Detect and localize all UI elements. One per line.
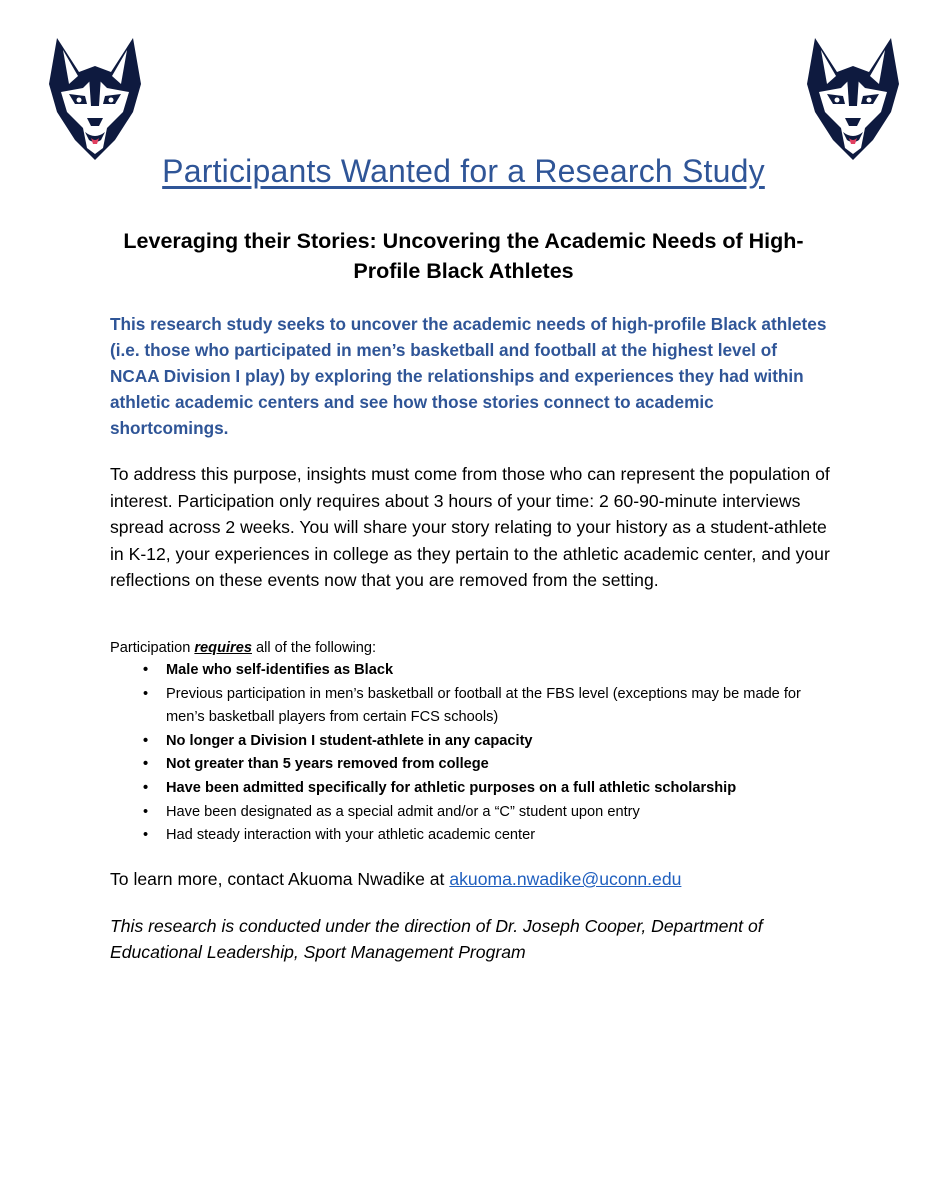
list-item: [110, 659, 830, 683]
requirement-text: Have been designated as a special admit and/or a “C” student upon entry: [166, 803, 640, 820]
bullet-icon: •: [143, 732, 149, 749]
list-item: [110, 824, 830, 848]
requirements-intro: [110, 637, 376, 659]
requirements-intro-prefix: Participation: [110, 640, 195, 656]
participation-details: To address this purpose, insights must come from those who can represent the population of interest. Participation only requires about 3 hours of your time: 2 60-90-minute interviews spread across 2 weeks. You will share your story relating to your history as a student-athlete in K-12, your experiences in college as they pertain to the athletic academic center, and your reflections on these events now that you are removed from the setting.: [110, 464, 830, 590]
list-item: [110, 777, 830, 801]
husky-logo-left: [45, 36, 145, 162]
contact-email-link[interactable]: akuoma.nwadike@uconn.edu: [449, 869, 682, 889]
requirement-text: No longer a Division I student-athlete in any capacity: [166, 732, 533, 749]
bullet-icon: •: [143, 803, 149, 820]
requirements-list: [110, 659, 830, 848]
requirement-text: Previous participation in men’s basketball or football at the FBS level (exceptions may be made for men’s basketball players from certain FCS schools): [166, 685, 801, 726]
requirements-emphasis: requires: [194, 640, 252, 656]
contact-prefix: To learn more, contact Akuoma Nwadike at: [110, 869, 450, 889]
study-description: This research study seeks to uncover the academic needs of high-profile Black athletes (i.e. those who participated in men’s basketball and football at the highest level of NCAA Division I play) by exploring the relationships and experiences they had within athletic academic centers and see how those stories connect to academic shortcomings.: [110, 314, 827, 438]
list-item: [110, 730, 830, 754]
study-title: Leveraging their Stories: Uncovering the Academic Needs of High-Profile Black Athletes: [123, 229, 804, 283]
bullet-icon: •: [143, 779, 149, 796]
bullet-icon: •: [143, 662, 149, 678]
list-item: [110, 683, 830, 730]
bullet-icon: •: [143, 685, 149, 702]
contact-line: [110, 866, 681, 892]
list-item: [110, 801, 830, 825]
list-item: [110, 753, 830, 777]
bullet-icon: •: [143, 756, 149, 773]
requirement-text: Male who self-identifies as Black: [166, 662, 394, 678]
requirement-text: Had steady interaction with your athletic academic center: [166, 827, 536, 844]
bullet-icon: •: [143, 827, 149, 844]
research-direction-note: This research is conducted under the direction of Dr. Joseph Cooper, Department of Educational Leadership, Sport Management Program: [110, 916, 763, 962]
husky-logo-icon: [803, 36, 903, 162]
requirement-text: Not greater than 5 years removed from college: [166, 756, 489, 773]
requirements-intro-suffix: all of the following:: [251, 640, 377, 656]
page-title: Participants Wanted for a Research Study: [162, 153, 765, 189]
husky-logo-right: [803, 36, 903, 162]
requirement-text: Have been admitted specifically for athletic purposes on a full athletic scholarship: [166, 779, 737, 796]
husky-logo-icon: [45, 36, 145, 162]
